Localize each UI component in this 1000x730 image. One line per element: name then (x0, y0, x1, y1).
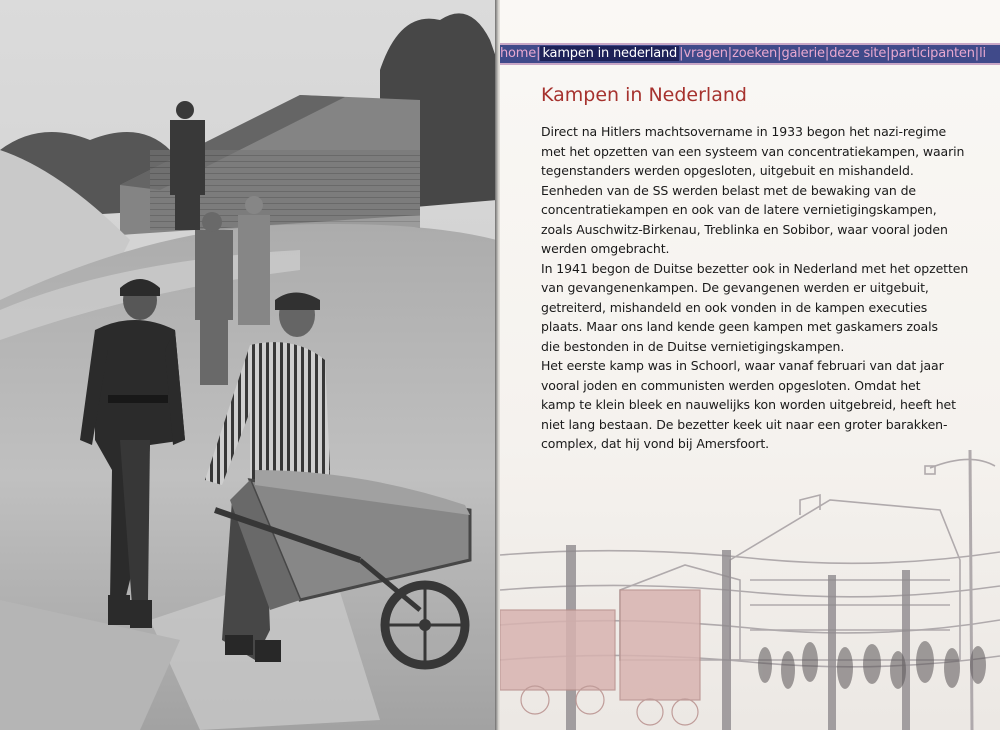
body-line: Eenheden van de SS werden belast met de bewaking van de (541, 182, 917, 198)
nav-item-li[interactable]: li (979, 46, 986, 61)
nav-separator: | (824, 46, 830, 61)
nav-separator: | (886, 46, 891, 61)
nav-item-participanten[interactable]: participanten (890, 46, 975, 61)
body-line: werden omgebracht. (541, 241, 670, 256)
body-line: getreiterd, mishandeld en ook vonden in de kampen executies (541, 299, 928, 315)
body-line: die bestonden in de Duitse vernietigingskampen. (541, 338, 845, 354)
camp-sketch-illustration (500, 430, 1000, 730)
nav-item-home[interactable]: home (500, 46, 537, 61)
nav-separator: | (777, 46, 782, 61)
nav-item-zoeken[interactable]: zoeken (732, 46, 778, 61)
page-title: Kampen in Nederland (541, 84, 747, 106)
body-line: plaats. Maar ons land kende geen kampen met gaskamers zoals (541, 319, 938, 334)
nav-item-deze-site[interactable]: deze site (829, 46, 887, 61)
body-line: met het opzetten van een systeem van concentratiekampen, waarin (541, 143, 965, 159)
nav-separator: | (974, 46, 980, 61)
body-line: complex, dat hij vond bij Amersfoort. (541, 436, 770, 451)
body-line: In 1941 begon de Duitse bezetter ook in Nederland met het opzetten (541, 260, 969, 276)
camp-photo (0, 0, 497, 730)
article-body (541, 122, 971, 454)
nav-item-vragen[interactable]: vragen (683, 46, 728, 61)
nav-item-galerie[interactable]: galerie (781, 46, 825, 61)
nav-bar (500, 43, 1000, 65)
body-line: Direct na Hitlers machtsovername in 1933 begon het nazi-regime (541, 124, 947, 139)
body-line: kamp te klein bleek en nauwelijks kon worden uitgebreid, heeft het (541, 397, 956, 412)
nav-item-kampen-in-nederland[interactable]: kampen in nederland (542, 46, 678, 61)
nav-separator: | (679, 46, 684, 61)
body-line: zoals Auschwitz-Birkenau, Treblinka en Sobibor, waar vooral joden (541, 221, 948, 237)
nav-separator: | (727, 46, 733, 61)
text-page (500, 0, 1000, 730)
body-line: vooral joden en communisten werden opgesloten. Omdat het (541, 377, 921, 393)
nav-bar-bottom-line (500, 63, 1000, 65)
body-line: Het eerste kamp was in Schoorl, waar vanaf februari van dat jaar (541, 358, 944, 373)
body-line: niet lang bestaan. De bezetter keek uit naar een groter barakken- (541, 416, 948, 432)
body-line: concentratiekampen en ook van de latere vernietigingskampen, (541, 202, 937, 217)
nav-bar-top-line (500, 43, 1000, 45)
body-line: tegenstanders werden opgesloten, uitgebuit en mishandeld. (541, 163, 914, 178)
nav-separator: | (536, 46, 541, 61)
body-line: van gevangenenkampen. De gevangenen werden er uitgebuit, (541, 280, 929, 295)
nav-menu (500, 46, 986, 62)
